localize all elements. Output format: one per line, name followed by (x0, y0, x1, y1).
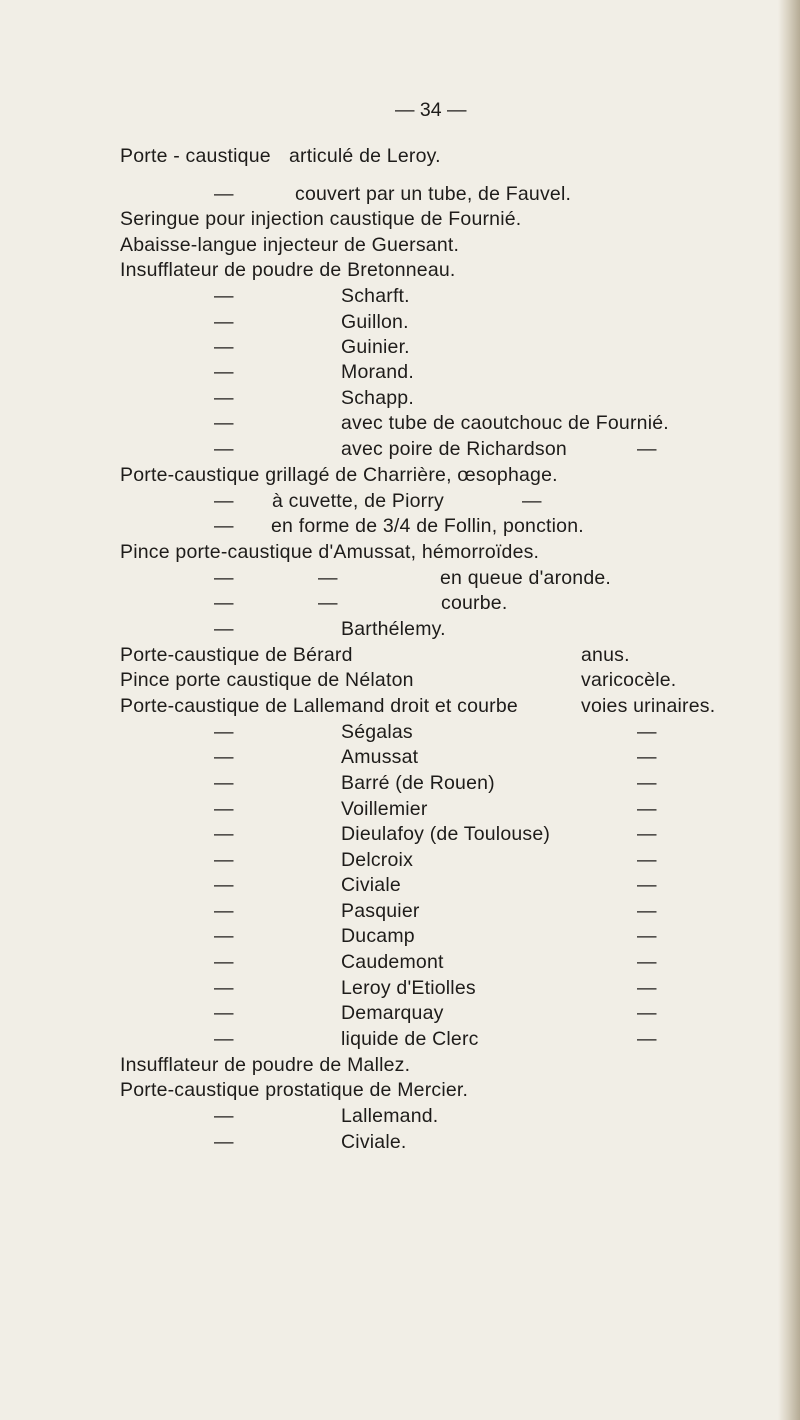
ditto-dash: — (637, 746, 657, 768)
ditto-dash: — (214, 798, 234, 820)
entry-detail: Delcroix (341, 849, 414, 871)
entry-use: courbe. (441, 592, 508, 614)
ditto-dash: — (214, 490, 234, 512)
entry-detail: Guinier. (341, 336, 410, 358)
ditto-dash: — (214, 438, 234, 460)
entry-use: en queue d'aronde. (440, 567, 612, 589)
entry-text: Porte-caustique prostatique de Mercier. (120, 1079, 469, 1101)
entry-text: Porte-caustique de Lallemand droit et courbe (120, 695, 518, 717)
ditto-dash: — (214, 515, 234, 537)
entry-detail: Dieulafoy (de Toulouse) (341, 823, 551, 845)
ditto-dash: — (214, 285, 234, 307)
ditto-dash: — (214, 849, 234, 871)
ditto-dash: — (214, 1028, 234, 1050)
entry-text: Porte - caustique (120, 145, 271, 167)
page-edge-shadow (778, 0, 800, 1420)
ditto-dash: — (637, 798, 657, 820)
ditto-dash: — (214, 1131, 234, 1153)
entry-detail: Leroy d'Etiolles (341, 977, 476, 999)
page-number: — 34 — (395, 99, 467, 121)
entry-detail: Scharft. (341, 285, 410, 307)
entry-detail: Morand. (341, 361, 414, 383)
entry-detail: couvert par un tube, de Fauvel. (295, 183, 572, 205)
ditto-dash: — (637, 900, 657, 922)
entry-detail: Lallemand. (341, 1105, 439, 1127)
ditto-dash: — (522, 490, 542, 512)
entry-use: anus. (581, 644, 630, 666)
ditto-dash: — (214, 721, 234, 743)
ditto-dash: — (637, 1028, 657, 1050)
entry-use: varicocèle. (581, 669, 677, 691)
ditto-dash: — (214, 592, 234, 614)
entry-detail: en forme de 3/4 de Follin, ponction. (271, 515, 584, 537)
ditto-dash: — (637, 1002, 657, 1024)
entry-use: voies urinaires. (581, 695, 716, 717)
ditto-dash: — (214, 412, 234, 434)
ditto-dash: — (214, 900, 234, 922)
entry-detail: avec poire de Richardson (341, 438, 567, 460)
entry-detail: Civiale. (341, 1131, 407, 1153)
entry-text: Insufflateur de poudre de Bretonneau. (120, 259, 456, 281)
entry-text: Porte-caustique de Bérard (120, 644, 353, 666)
ditto-dash: — (214, 1002, 234, 1024)
ditto-dash: — (637, 874, 657, 896)
entry-detail: à cuvette, de Piorry (272, 490, 444, 512)
entry-detail: Barthélemy. (341, 618, 446, 640)
entry-text: Abaisse-langue injecteur de Guersant. (120, 234, 460, 256)
ditto-dash: — (637, 823, 657, 845)
ditto-dash: — (214, 567, 234, 589)
entry-text: Insufflateur de poudre de Mallez. (120, 1054, 411, 1076)
entry-detail: Civiale (341, 874, 401, 896)
ditto-dash: — (214, 387, 234, 409)
entry-text: Porte-caustique grillagé de Charrière, œsophage. (120, 464, 558, 486)
ditto-dash: — (214, 1105, 234, 1127)
entry-detail: Caudemont (341, 951, 444, 973)
entry-detail: Pasquier (341, 900, 420, 922)
ditto-dash: — (637, 925, 657, 947)
entry-detail: Barré (de Rouen) (341, 772, 495, 794)
ditto-dash: — (214, 874, 234, 896)
ditto-dash: — (214, 618, 234, 640)
entry-detail: Demarquay (341, 1002, 444, 1024)
entry-text: Seringue pour injection caustique de Fournié. (120, 208, 522, 230)
entry-detail: Ducamp (341, 925, 415, 947)
ditto-dash: — (318, 592, 338, 614)
ditto-dash: — (214, 336, 234, 358)
ditto-dash: — (637, 721, 657, 743)
ditto-dash: — (214, 746, 234, 768)
entry-detail: Ségalas (341, 721, 413, 743)
ditto-dash: — (637, 849, 657, 871)
entry-detail: avec tube de caoutchouc de Fournié. (341, 412, 669, 434)
ditto-dash: — (214, 823, 234, 845)
entry-detail: Schapp. (341, 387, 414, 409)
ditto-dash: — (214, 361, 234, 383)
ditto-dash: — (214, 183, 234, 205)
entry-detail: Voillemier (341, 798, 428, 820)
entry-detail: articulé de Leroy. (289, 145, 441, 167)
ditto-dash: — (637, 951, 657, 973)
ditto-dash: — (214, 925, 234, 947)
entry-detail: Guillon. (341, 311, 409, 333)
ditto-dash: — (318, 567, 338, 589)
entry-text: Pince porte-caustique d'Amussat, hémorroïdes. (120, 541, 540, 563)
ditto-dash: — (214, 311, 234, 333)
entry-detail: liquide de Clerc (341, 1028, 479, 1050)
ditto-dash: — (214, 951, 234, 973)
entry-detail: Amussat (341, 746, 419, 768)
ditto-dash: — (637, 977, 657, 999)
ditto-dash: — (214, 977, 234, 999)
ditto-dash: — (637, 438, 657, 460)
ditto-dash: — (637, 772, 657, 794)
entry-text: Pince porte caustique de Nélaton (120, 669, 414, 691)
ditto-dash: — (214, 772, 234, 794)
